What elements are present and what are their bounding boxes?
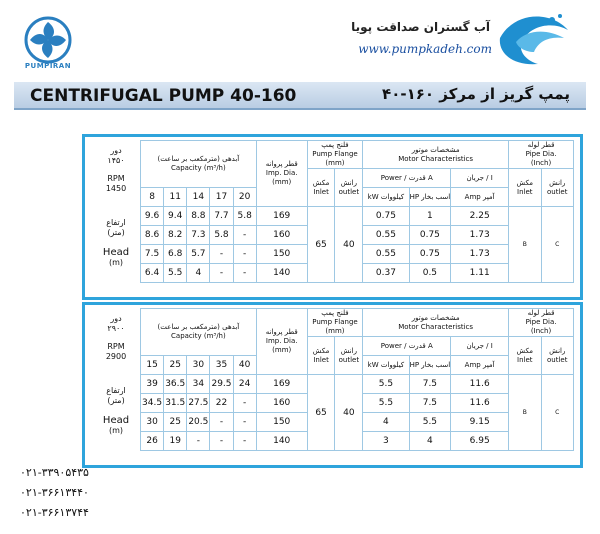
- company-name-fa: آب گستران صداقت پویا: [351, 20, 490, 34]
- head-value: 5.8: [210, 226, 233, 245]
- head-value: 22: [210, 394, 233, 413]
- head-value: 9.4: [164, 207, 187, 226]
- capacity-value: 15: [141, 356, 164, 375]
- capacity-value: 14: [187, 188, 210, 207]
- brand-name: PUMPIRAN: [24, 62, 72, 70]
- flange-header: فلنج پمپ Pump Flange (mm): [307, 141, 363, 169]
- pipe-inlet-value: B: [509, 375, 541, 451]
- kw-value: 0.75: [363, 207, 409, 226]
- amp-value: 6.95: [451, 432, 509, 451]
- table1-head-label: ارتفاع (متر) Head (m): [102, 218, 130, 267]
- flange-inlet-value: 65: [307, 375, 335, 451]
- pipe-outlet-value: C: [541, 207, 574, 283]
- table-row: [141, 207, 574, 226]
- head-value: 5.5: [164, 264, 187, 283]
- head-value: 7.5: [141, 245, 164, 264]
- kw-value: 5.5: [363, 394, 409, 413]
- table1: [140, 140, 574, 283]
- kw-header: kW کیلووات: [363, 188, 409, 207]
- inlet-header: مکش Inlet: [307, 169, 335, 207]
- amp-value: 11.6: [451, 394, 509, 413]
- table2-speed-label: دور ۲۹۰۰ RPM 2900: [105, 314, 127, 361]
- head-value: -: [210, 413, 233, 432]
- table1-speed-label: دور ۱۴۵۰ RPM 1450: [105, 146, 127, 193]
- head-value: 5.8: [233, 207, 256, 226]
- head-value: 7.7: [210, 207, 233, 226]
- head-value: 36.5: [164, 375, 187, 394]
- head-value: 9.6: [141, 207, 164, 226]
- outlet-header: رانش outlet: [335, 169, 363, 207]
- head-value: 8.2: [164, 226, 187, 245]
- hp-header: HP اسب بخار: [409, 356, 451, 375]
- amp-value: 9.15: [451, 413, 509, 432]
- head-value: -: [187, 432, 210, 451]
- head-value: 25: [164, 413, 187, 432]
- pipe-outlet-header: رانش outlet: [541, 337, 574, 375]
- page-title-fa: پمپ گریز از مرکز ۱۶۰-۴۰: [382, 85, 570, 103]
- capacity-value: 25: [164, 356, 187, 375]
- capacity-value: 17: [210, 188, 233, 207]
- impeller-value: 160: [256, 394, 307, 413]
- power-header: Power / قدرت A: [363, 337, 451, 356]
- page-title-en: CENTRIFUGAL PUMP 40-160: [30, 86, 297, 106]
- amp-value: 2.25: [451, 207, 509, 226]
- impeller-header: قطر پروانه Imp. Dia. (mm): [256, 309, 307, 375]
- capacity-value: 20: [233, 188, 256, 207]
- flange-outlet-value: 40: [335, 375, 363, 451]
- hp-value: 5.5: [409, 413, 451, 432]
- kw-value: 0.55: [363, 245, 409, 264]
- head-value: 34: [187, 375, 210, 394]
- hp-value: 0.75: [409, 226, 451, 245]
- current-header: جریان / I: [451, 337, 509, 356]
- pipe-inlet-header: مکش Inlet: [509, 169, 541, 207]
- head-value: 5.7: [187, 245, 210, 264]
- head-value: 29.5: [210, 375, 233, 394]
- phone-number[interactable]: ۰۲۱-۳۳۹۰۵۴۳۵: [20, 466, 89, 479]
- impeller-value: 160: [256, 226, 307, 245]
- capacity-value: 11: [164, 188, 187, 207]
- kw-value: 4: [363, 413, 409, 432]
- site-url[interactable]: www.pumpkadeh.com: [358, 42, 492, 56]
- hp-value: 1: [409, 207, 451, 226]
- kw-header: kW کیلووات: [363, 356, 409, 375]
- impeller-value: 150: [256, 413, 307, 432]
- pipe-outlet-value: C: [541, 375, 574, 451]
- head-value: -: [210, 245, 233, 264]
- head-value: -: [233, 432, 256, 451]
- head-value: 39: [141, 375, 164, 394]
- motor-header: مشخصات موتور Motor Characteristics: [363, 141, 509, 169]
- phone-number[interactable]: ۰۲۱-۳۶۶۱۳۷۴۴: [20, 506, 89, 519]
- head-value: 34.5: [141, 394, 164, 413]
- impeller-value: 150: [256, 245, 307, 264]
- capacity-value: 35: [210, 356, 233, 375]
- hp-header: HP اسب بخار: [409, 188, 451, 207]
- impeller-value: 140: [256, 264, 307, 283]
- capacity-header: آبدهی (مترمکعب بر ساعت) Capacity (m³/h): [141, 141, 257, 188]
- flange-outlet-value: 40: [335, 207, 363, 283]
- head-value: 19: [164, 432, 187, 451]
- head-value: -: [210, 264, 233, 283]
- head-value: 7.3: [187, 226, 210, 245]
- kw-value: 5.5: [363, 375, 409, 394]
- head-value: -: [210, 432, 233, 451]
- head-value: 8.6: [141, 226, 164, 245]
- capacity-value: 8: [141, 188, 164, 207]
- head-value: 6.8: [164, 245, 187, 264]
- head-value: -: [233, 413, 256, 432]
- hp-value: 7.5: [409, 375, 451, 394]
- table2-head-label: ارتفاع (متر) Head (m): [102, 386, 130, 435]
- outlet-header: رانش outlet: [335, 337, 363, 375]
- pipe-inlet-value: B: [509, 207, 541, 283]
- kw-value: 3: [363, 432, 409, 451]
- impeller-value: 140: [256, 432, 307, 451]
- hp-value: 4: [409, 432, 451, 451]
- flange-inlet-value: 65: [307, 207, 335, 283]
- head-value: 6.4: [141, 264, 164, 283]
- head-value: 20.5: [187, 413, 210, 432]
- table2: [140, 308, 574, 451]
- impeller-value: 169: [256, 375, 307, 394]
- capacity-value: 40: [233, 356, 256, 375]
- head-value: -: [233, 245, 256, 264]
- amp-header: Amp آمپر: [451, 188, 509, 207]
- head-value: 27.5: [187, 394, 210, 413]
- current-header: جریان / I: [451, 169, 509, 188]
- impeller-header: قطر پروانه Imp. Dia. (mm): [256, 141, 307, 207]
- water-wave-logo-icon: [494, 8, 574, 68]
- pipe-header: قطر لوله Pipe Dia. (Inch): [509, 141, 574, 169]
- head-value: 24: [233, 375, 256, 394]
- impeller-value: 169: [256, 207, 307, 226]
- head-value: -: [233, 226, 256, 245]
- head-value: -: [233, 394, 256, 413]
- amp-value: 1.73: [451, 226, 509, 245]
- kw-value: 0.55: [363, 226, 409, 245]
- head-value: 4: [187, 264, 210, 283]
- power-header: Power / قدرت A: [363, 169, 451, 188]
- head-value: 8.8: [187, 207, 210, 226]
- phone-number[interactable]: ۰۲۱-۳۶۶۱۳۴۴۰: [20, 486, 89, 499]
- pipe-header: قطر لوله Pipe Dia. (Inch): [509, 309, 574, 337]
- motor-header: مشخصات موتور Motor Characteristics: [363, 309, 509, 337]
- table-row: [141, 375, 574, 394]
- pipe-outlet-header: رانش outlet: [541, 169, 574, 207]
- head-value: 26: [141, 432, 164, 451]
- kw-value: 0.37: [363, 264, 409, 283]
- amp-value: 1.73: [451, 245, 509, 264]
- pipe-inlet-header: مکش Inlet: [509, 337, 541, 375]
- head-value: -: [233, 264, 256, 283]
- capacity-header: آبدهی (مترمکعب بر ساعت) Capacity (m³/h): [141, 309, 257, 356]
- flange-header: فلنج پمپ Pump Flange (mm): [307, 309, 363, 337]
- amp-value: 1.11: [451, 264, 509, 283]
- hp-value: 7.5: [409, 394, 451, 413]
- amp-value: 11.6: [451, 375, 509, 394]
- head-value: 31.5: [164, 394, 187, 413]
- amp-header: Amp آمپر: [451, 356, 509, 375]
- hp-value: 0.75: [409, 245, 451, 264]
- hp-value: 0.5: [409, 264, 451, 283]
- capacity-value: 30: [187, 356, 210, 375]
- head-value: 30: [141, 413, 164, 432]
- inlet-header: مکش Inlet: [307, 337, 335, 375]
